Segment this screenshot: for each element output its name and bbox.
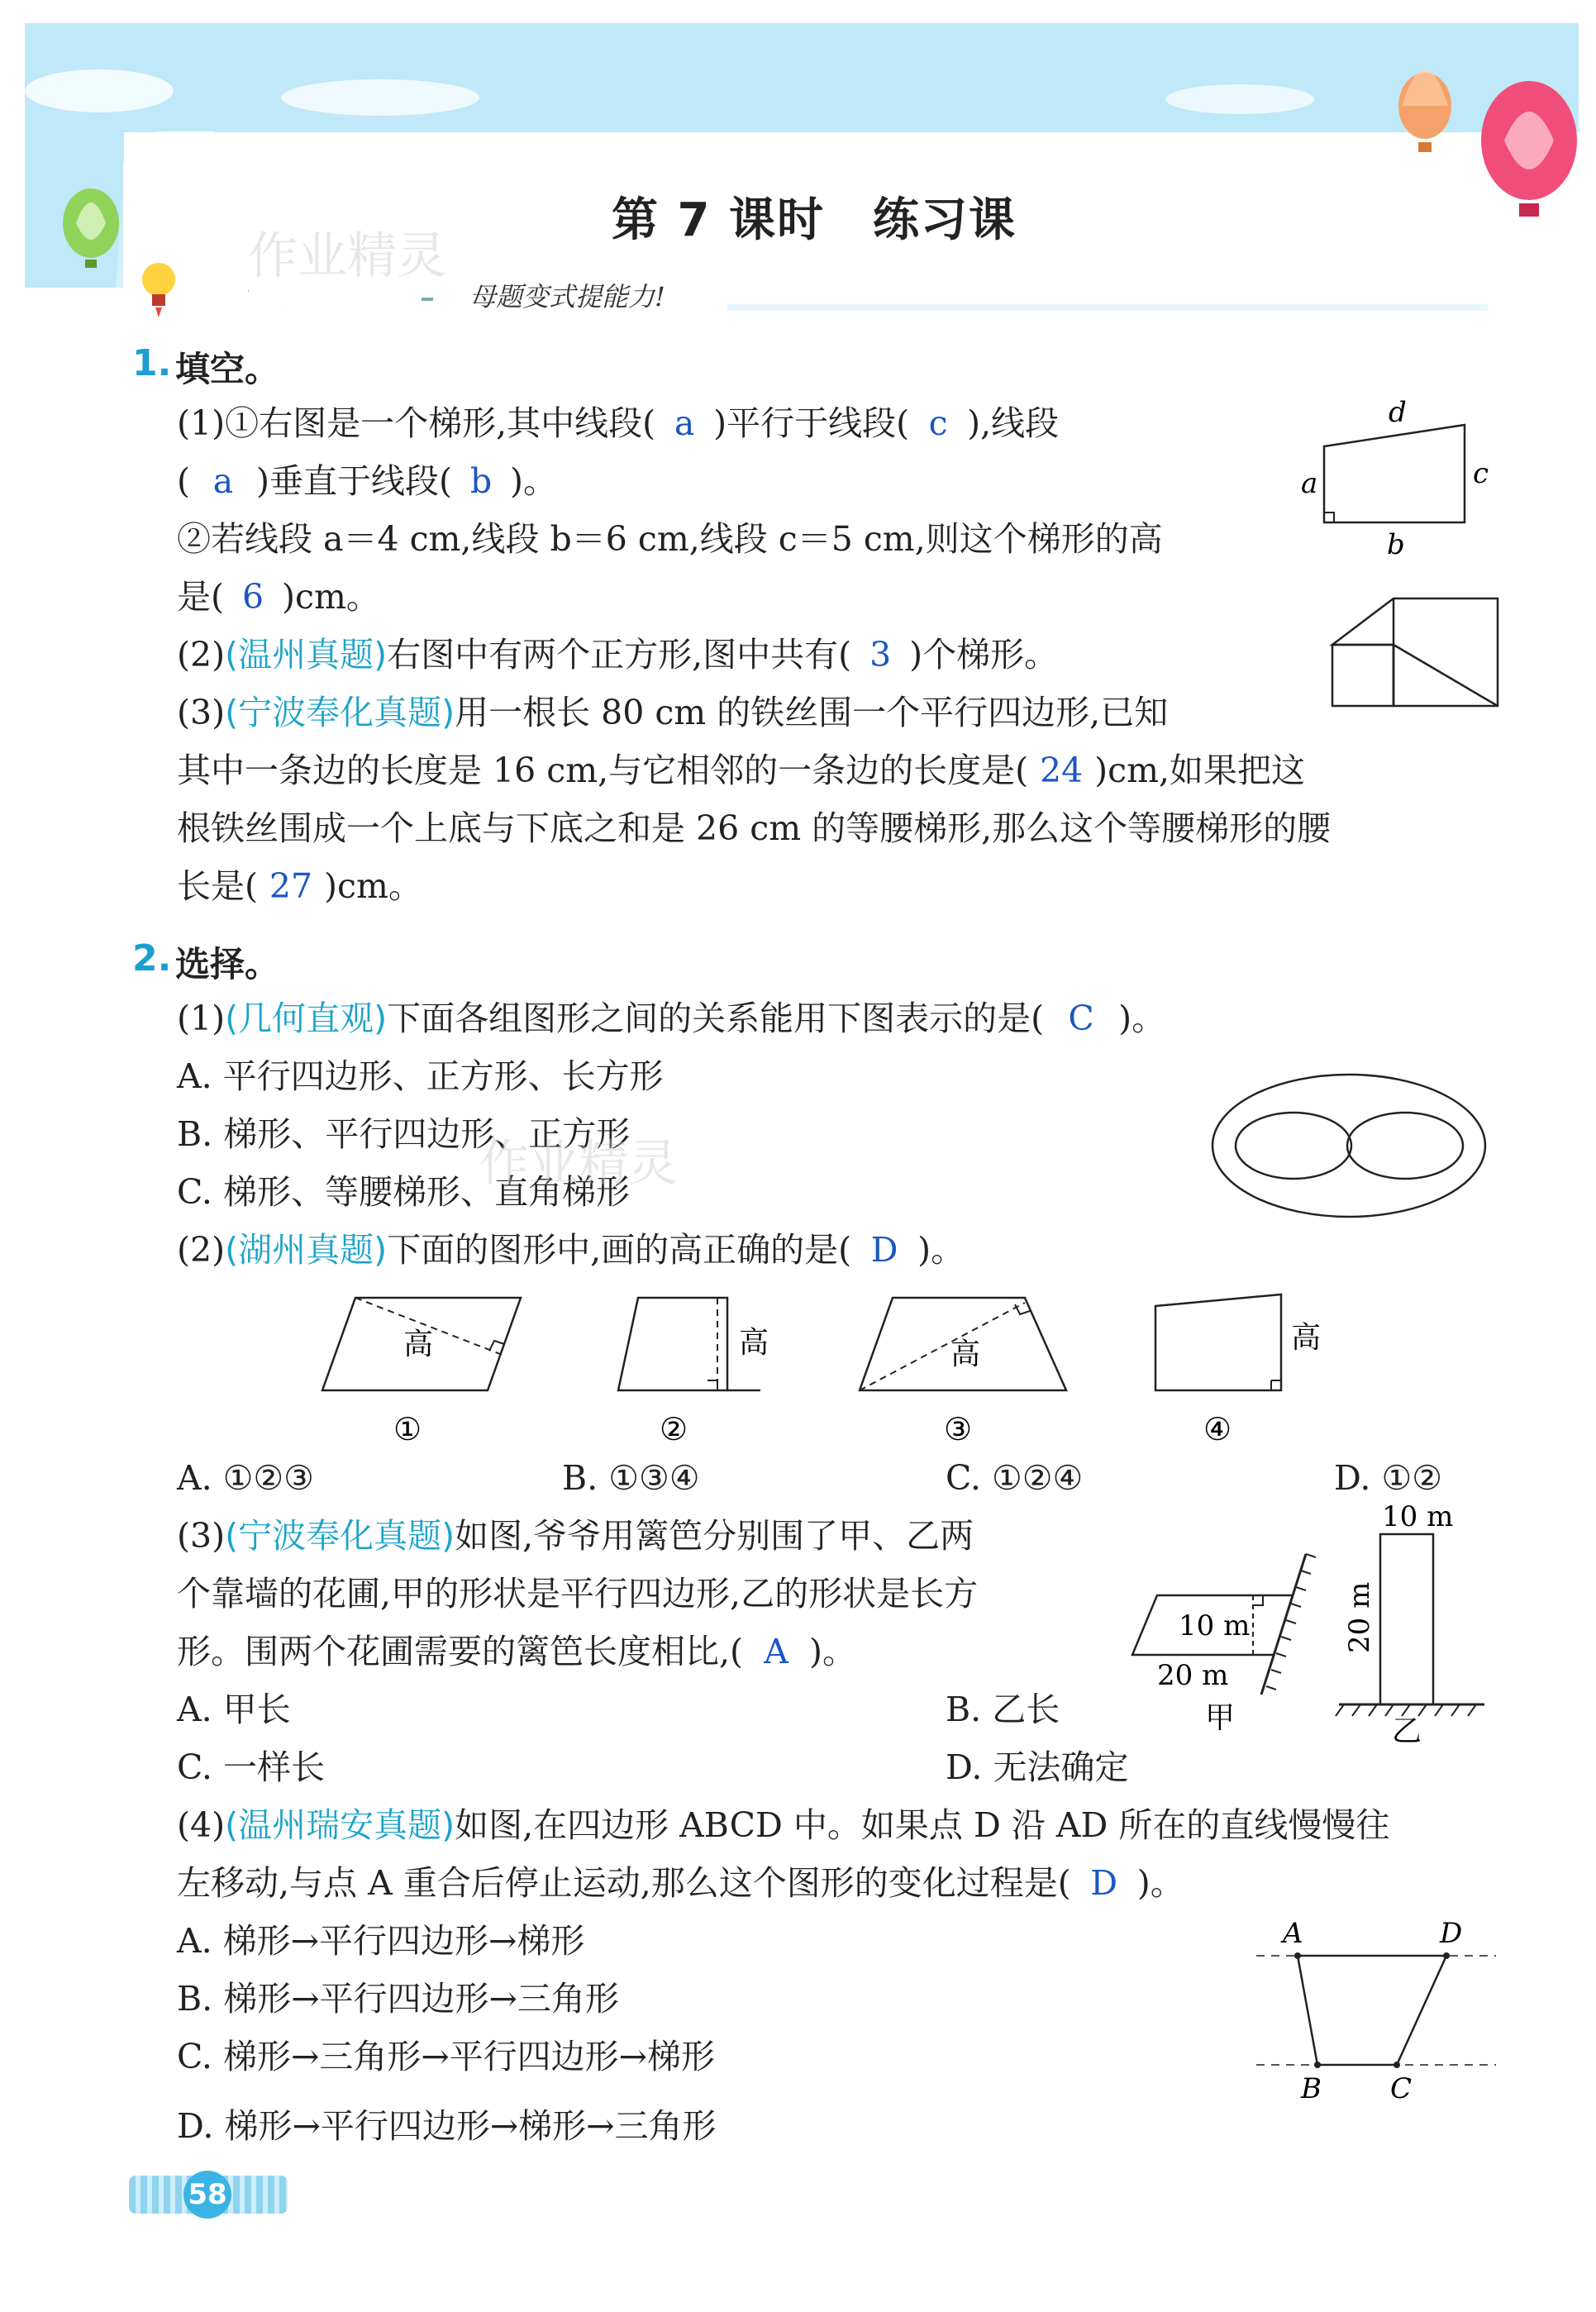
answer-blank: D [870,1230,898,1270]
q1-title: 填空。 [175,349,280,389]
q2-p3-opt-d: D. 无法确定 [946,1747,1129,1787]
fig4-label: 高 [1291,1321,1322,1355]
label-b: b [1387,528,1405,561]
venn-figure [1207,1066,1496,1223]
answer-blank: a [212,461,234,501]
q1-p3-line3: 根铁丝围成一个上底与下底之和是 26 cm 的等腰梯形,那么这个等腰梯形的腰 [177,808,1332,848]
fig1-number: ① [393,1411,422,1447]
q2-p4-line1: (4)(温州瑞安真题)如图,在四边形 ABCD 中。如果点 D 沿 AD 所在的直线慢慢往 [177,1805,1390,1845]
q2-p3-opt-b: B. 乙长 [946,1690,1060,1729]
q1-p3-line1: (3)(宁波奉化真题)用一根长 80 cm 的铁丝围一个平行四边形,已知 [177,693,1169,732]
slogan-dots [422,298,433,301]
q1-p3-line4: 长是( 27 )cm。 [177,866,422,906]
fig3-label: 高 [950,1337,981,1371]
label-c: c [1473,457,1489,490]
q2-p4-opt-d: D. 梯形→平行四边形→梯形→三角形 [177,2106,717,2146]
answer-blank: 24 [1040,751,1084,790]
label-d: d [1389,397,1407,429]
yi-width-label: 10 m [1382,1504,1454,1533]
q2-p1-opt-a: A. 平行四边形、正方形、长方形 [177,1056,664,1096]
q2-p3-line3: 形。围两个花圃需要的篱笆长度相比,( A )。 [177,1632,857,1671]
two-squares-figure [1314,587,1513,711]
q2-p3-opt-c: C. 一样长 [177,1747,325,1787]
page-number: 58 [183,2171,231,2219]
fig4-number: ④ [1203,1411,1232,1447]
q2-p3-line2: 个靠墙的花圃,甲的形状是平行四边形,乙的形状是长方 [177,1574,979,1614]
answer-blank: 6 [241,577,264,617]
answer-blank: c [928,403,948,443]
q2-p4-opt-c: C. 梯形→三角形→平行四边形→梯形 [177,2037,716,2076]
label-C: C [1390,2072,1413,2105]
lightbulb-icon [132,255,198,321]
page-title: 第 7 课时 练习课 [612,193,1017,247]
answer-blank: C [1068,999,1094,1038]
label-D: D [1440,1917,1463,1950]
q2-p3-opt-a: A. 甲长 [177,1690,291,1729]
height-figures [314,1281,1322,1455]
q2-p2-opt-d: D. ①② [1334,1458,1442,1498]
q1-p1-line1: (1)①右图是一个梯形,其中线段( a )平行于线段( c ),线段 [177,403,1060,443]
q2-p4-opt-b: B. 梯形→平行四边形→三角形 [177,1979,619,2019]
fig2-label: 高 [739,1326,769,1360]
label-A: A [1283,1917,1303,1950]
q2-title: 选择。 [175,944,280,984]
answer-blank: 27 [269,866,313,906]
section-slogan: 母题变式提能力! [469,281,665,312]
yi-height-label: 20 m [1343,1581,1376,1653]
q2-p4-line2: 左移动,与点 A 重合后停止运动,那么这个图形的变化过程是( D )。 [177,1863,1184,1903]
q2-p1: (1)(几何直观)下面各组图形之间的关系能用下图表示的是( C )。 [177,999,1166,1038]
q2-number: 2. [132,937,172,980]
q2-p3-line1: (3)(宁波奉化真题)如图,爷爷用篱笆分别围了甲、乙两 [177,1516,974,1556]
q1-number: 1. [132,342,172,384]
answer-blank: 3 [869,635,892,675]
garden-figure [1116,1504,1496,1744]
q1-p2: (2)(温州真题)右图中有两个正方形,图中共有( 3 )个梯形。 [177,635,1059,675]
q1-p3-line2: 其中一条边的长度是 16 cm,与它相邻的一条边的长度是( 24 )cm,如果把这 [177,751,1305,790]
answer-blank: D [1090,1863,1118,1903]
label-a: a [1301,467,1318,500]
answer-blank: A [764,1632,788,1671]
q2-p2-opt-c: C. ①②④ [946,1458,1084,1498]
answer-blank: a [674,403,695,443]
q2-p2: (2)(湖州真题)下面的图形中,画的高正确的是( D )。 [177,1230,965,1270]
quadrilateral-abcd-figure [1248,1909,1504,2116]
q2-p1-opt-b: B. 梯形、平行四边形、正方形 [177,1114,631,1154]
label-B: B [1301,2072,1322,2105]
yi-label: 乙 [1392,1714,1422,1744]
jia-base-label: 20 m [1157,1659,1229,1692]
answer-blank: b [469,461,493,501]
q1-p1-line2: ( a )垂直于线段( b )。 [177,461,557,501]
section-label: 基础提升 [207,272,352,314]
watermark: 作业精灵 [248,227,446,285]
jia-height-label: 10 m [1179,1609,1251,1642]
fig2-number: ② [660,1411,688,1447]
q2-p4-opt-a: A. 梯形→平行四边形→梯形 [177,1921,585,1961]
fig3-number: ③ [944,1411,973,1447]
q1-p1-line3: ②若线段 a＝4 cm,线段 b＝6 cm,线段 c＝5 cm,则这个梯形的高 [177,519,1163,559]
jia-label: 甲 [1205,1701,1236,1735]
q2-p2-opt-b: B. ①③④ [562,1458,700,1498]
section-underline [727,304,1488,311]
trapezoid-figure [1289,397,1504,562]
q2-p2-opt-a: A. ①②③ [177,1458,314,1498]
q2-p1-opt-c: C. 梯形、等腰梯形、直角梯形 [177,1172,630,1212]
watermark: 作业精灵 [479,1135,678,1193]
q1-p1-line4: 是( 6 )cm。 [177,577,380,617]
fig1-label: 高 [403,1328,434,1361]
